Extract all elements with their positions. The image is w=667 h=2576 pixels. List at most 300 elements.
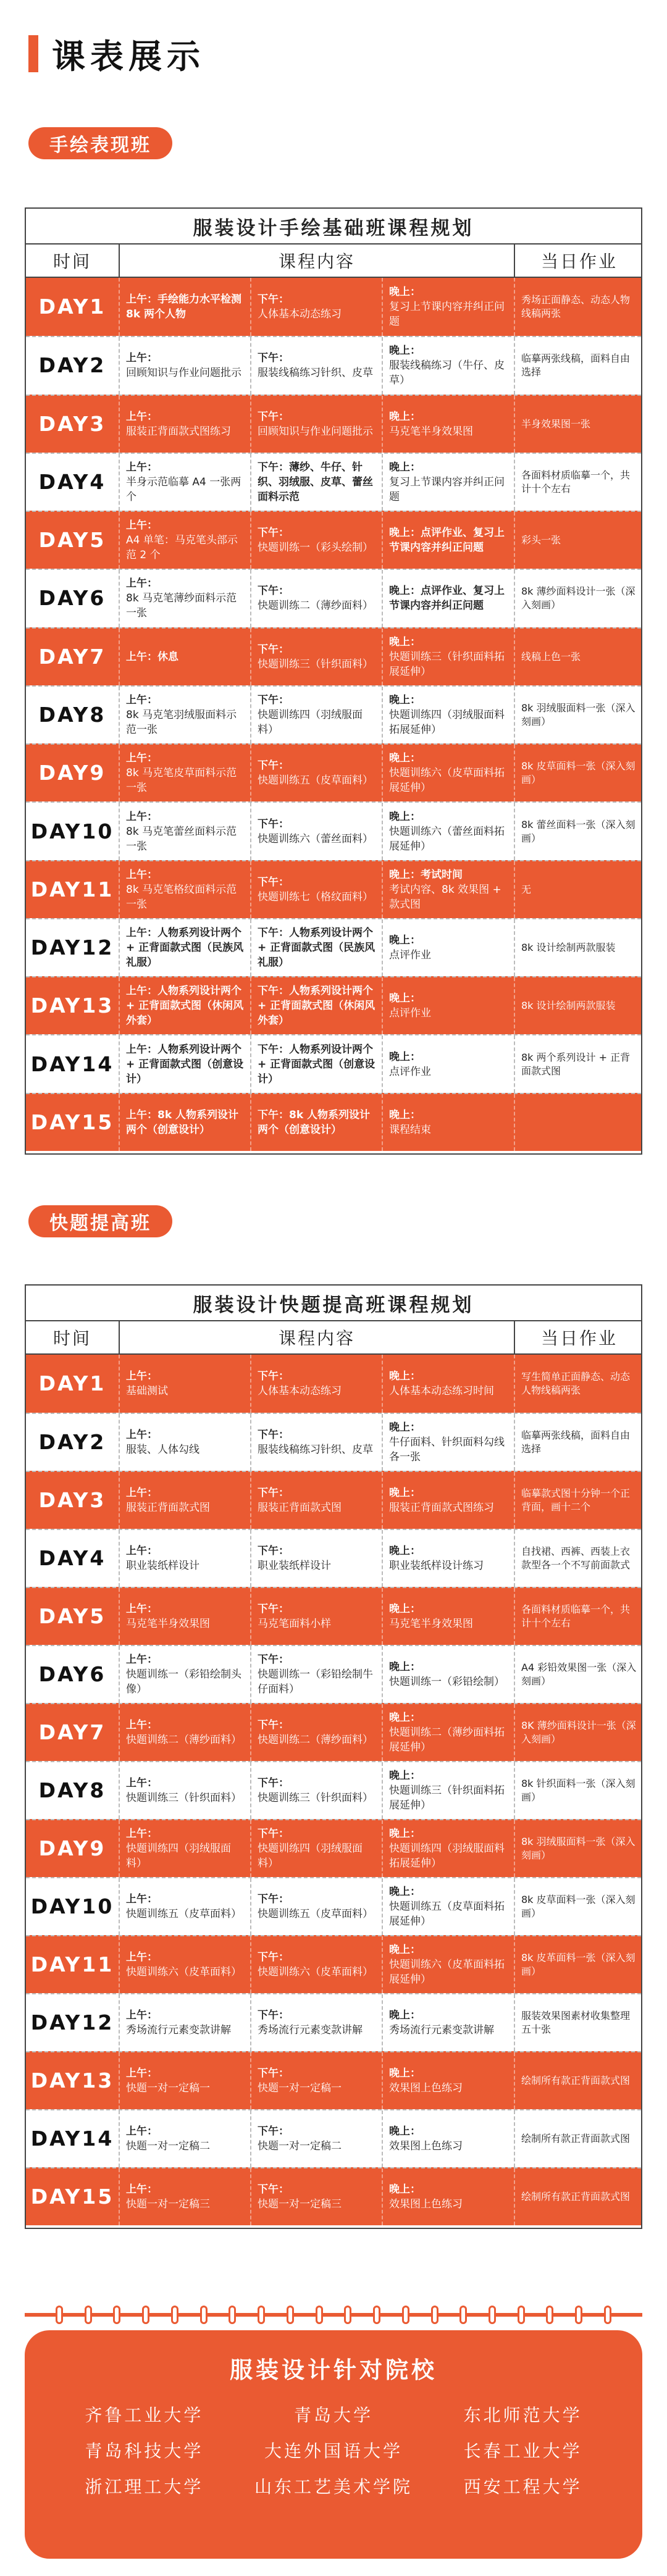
morning-cell bbox=[119, 2168, 250, 2225]
evening-cell bbox=[382, 1646, 514, 1703]
evening-cell bbox=[382, 570, 514, 627]
session-text: 快题训练六（皮草面料拓展延伸） bbox=[389, 767, 505, 795]
school-name: 东北师范大学 bbox=[463, 2405, 582, 2425]
banner-ring bbox=[287, 2306, 294, 2324]
evening-cell bbox=[382, 861, 514, 918]
session-label: 下午： bbox=[258, 759, 289, 772]
day-cell: DAY13 bbox=[30, 993, 114, 1018]
table-body bbox=[26, 278, 641, 1151]
session-label: 下午： bbox=[258, 1487, 289, 1499]
day-cell: DAY15 bbox=[30, 1110, 114, 1134]
session-text: 快题训练三（针织面料拓展延伸） bbox=[389, 1784, 505, 1812]
day-cell: DAY1 bbox=[38, 1371, 106, 1395]
table-row bbox=[26, 2167, 641, 2225]
session-text: 牛仔面料、针织面料勾线各一张 bbox=[389, 1436, 505, 1463]
session-text: 马克笔半身效果图 bbox=[126, 1618, 210, 1630]
table-row bbox=[26, 1034, 641, 1092]
session-label: 晚上： bbox=[389, 1661, 421, 1673]
session-label: 上午： bbox=[126, 868, 157, 881]
afternoon-cell bbox=[250, 278, 382, 336]
session-text: 服装正背面款式图 bbox=[126, 1502, 210, 1514]
table-row bbox=[26, 1587, 641, 1645]
table-row bbox=[26, 1093, 641, 1151]
session-label: 上午：手绘能力水平检测 8k 两个人物 bbox=[126, 293, 241, 321]
afternoon-cell bbox=[250, 2168, 382, 2225]
evening-cell bbox=[382, 919, 514, 976]
session-label: 下午： bbox=[258, 818, 289, 830]
session-label: 下午： bbox=[258, 585, 289, 598]
morning-cell bbox=[119, 1994, 250, 2051]
session-text: 快题训练五（皮草面料拓展延伸） bbox=[389, 1901, 505, 1928]
morning-cell bbox=[119, 1355, 250, 1413]
table-row bbox=[26, 2051, 641, 2109]
afternoon-cell bbox=[250, 745, 382, 801]
session-text: 8k 马克笔蕾丝面料示范一张 bbox=[126, 825, 237, 853]
session-text: 考试内容、8k 效果图 + 款式图 bbox=[389, 883, 501, 911]
session-text: 快题训练六（皮革面料） bbox=[126, 1966, 241, 1978]
day-cell: DAY15 bbox=[30, 2185, 114, 2209]
session-label: 下午： bbox=[258, 2125, 289, 2138]
homework-cell: 8k 蕾丝面料一张（深入刻画） bbox=[514, 803, 644, 859]
session-label: 下午： bbox=[258, 1828, 289, 1840]
session-label: 上午： bbox=[126, 1603, 157, 1615]
session-label: 上午： bbox=[126, 352, 157, 365]
session-text: 快题训练三（针织面料拓展延伸） bbox=[389, 650, 505, 678]
table-row bbox=[26, 1935, 641, 1993]
session-label: 下午： bbox=[258, 2183, 289, 2196]
table-row bbox=[26, 2109, 641, 2167]
homework-cell: 秀场正面静态、动态人物线稿两张 bbox=[514, 278, 644, 336]
banner-ring bbox=[518, 2306, 525, 2324]
session-label: 上午： bbox=[126, 2183, 157, 2196]
day-cell: DAY12 bbox=[30, 935, 114, 960]
table-row bbox=[26, 860, 641, 918]
session-label: 晚上： bbox=[389, 410, 421, 423]
session-label: 晚上： bbox=[389, 1050, 421, 1063]
col-content-header: 课程内容 bbox=[119, 245, 514, 277]
session-text: A4 单笔：马克笔头部示范 2 个 bbox=[126, 534, 238, 562]
session-text: 快题训练二（薄纱面料拓展延伸） bbox=[389, 1726, 505, 1754]
session-label: 上午： bbox=[126, 1487, 157, 1499]
school-name: 大连外国语大学 bbox=[264, 2441, 403, 2461]
afternoon-cell bbox=[250, 629, 382, 685]
table-row bbox=[26, 1703, 641, 1761]
evening-cell bbox=[382, 1936, 514, 1993]
evening-cell bbox=[382, 2110, 514, 2167]
session-label: 晚上： bbox=[389, 1108, 421, 1121]
session-label: 上午： bbox=[126, 1777, 157, 1789]
evening-cell bbox=[382, 745, 514, 801]
session-text: 快题训练五（皮草面料） bbox=[258, 774, 373, 787]
col-content-header: 课程内容 bbox=[119, 1321, 514, 1353]
session-label: 晚上： bbox=[389, 635, 421, 648]
banner-ring bbox=[489, 2306, 496, 2324]
session-label: 晚上： bbox=[389, 1545, 421, 1557]
schools-banner bbox=[25, 2302, 642, 2561]
session-text: 课程结束 bbox=[389, 1123, 431, 1136]
session-text: 服装正背面款式图练习 bbox=[126, 425, 231, 438]
session-text: 快题训练七（格纹面料） bbox=[258, 890, 373, 903]
table-header bbox=[26, 245, 641, 278]
session-label: 上午： bbox=[126, 2067, 157, 2080]
morning-cell bbox=[119, 1704, 250, 1761]
session-label: 上午： bbox=[126, 1654, 157, 1666]
session-text: 服装线稿练习针织、皮草 bbox=[258, 1444, 373, 1456]
session-label: 晚上：点评作业、复习上节课内容并纠正问题 bbox=[389, 585, 505, 613]
session-label: 晚上： bbox=[389, 2125, 421, 2138]
homework-cell: 8k 羽绒服面料一张（深入刻画） bbox=[514, 687, 644, 743]
session-label: 晚上： bbox=[389, 1886, 421, 1898]
table-row bbox=[26, 395, 641, 453]
banner-panel bbox=[25, 2330, 642, 2559]
afternoon-cell bbox=[250, 1762, 382, 1819]
homework-cell: 8k 皮革面料一张（深入刻画） bbox=[514, 1936, 644, 1993]
session-text: 快题训练五（皮草面料） bbox=[126, 1908, 241, 1920]
day-cell: DAY11 bbox=[30, 877, 114, 901]
table-row bbox=[26, 1761, 641, 1819]
table-body bbox=[26, 1355, 641, 2225]
table-row bbox=[26, 1877, 641, 1935]
morning-cell bbox=[119, 2052, 250, 2109]
session-label: 晚上： bbox=[389, 1944, 421, 1956]
session-text: 复习上节课内容并纠正问题 bbox=[389, 475, 505, 503]
session-text: 快题一对一定稿三 bbox=[258, 2198, 342, 2210]
afternoon-cell bbox=[250, 1588, 382, 1645]
session-label: 上午： bbox=[126, 519, 157, 532]
session-label: 下午： bbox=[258, 1951, 289, 1963]
evening-cell bbox=[382, 2052, 514, 2109]
afternoon-cell bbox=[250, 1936, 382, 1993]
session-label: 上午： bbox=[126, 810, 157, 823]
table-row bbox=[26, 743, 641, 801]
session-label: 晚上： bbox=[389, 752, 421, 765]
session-text: 服装线稿练习针织、皮草 bbox=[258, 367, 373, 380]
session-label: 下午： bbox=[258, 410, 289, 423]
afternoon-cell bbox=[250, 1530, 382, 1587]
morning-cell bbox=[119, 337, 250, 394]
afternoon-cell bbox=[250, 2052, 382, 2109]
banner-ring bbox=[142, 2306, 149, 2324]
session-text: 快题训练一（彩头绘制） bbox=[258, 542, 373, 554]
banner-ring bbox=[604, 2306, 611, 2324]
session-text: 效果图上色练习 bbox=[389, 2082, 463, 2094]
session-label: 上午： bbox=[126, 1719, 157, 1731]
day-cell: DAY8 bbox=[38, 1778, 106, 1802]
session-label: 上午： bbox=[126, 2125, 157, 2138]
col-day-header: 时间 bbox=[52, 1328, 91, 1349]
session-text: 职业装纸样设计 bbox=[126, 1560, 199, 1572]
homework-cell: 8k 薄纱面料设计一张（深入刻画） bbox=[514, 570, 644, 627]
morning-cell bbox=[119, 1878, 250, 1935]
afternoon-cell bbox=[250, 861, 382, 918]
session-text: 快题训练一（彩铅绘制头像） bbox=[126, 1668, 241, 1696]
banner-ring bbox=[575, 2306, 582, 2324]
table-row bbox=[26, 918, 641, 976]
session-text: 快题一对一定稿三 bbox=[126, 2198, 210, 2210]
session-text: 8k 马克笔格纹面料示范一张 bbox=[126, 883, 237, 911]
session-label: 下午： bbox=[258, 1429, 289, 1441]
session-text: 马克笔面料小样 bbox=[258, 1618, 331, 1630]
session-label: 晚上： bbox=[389, 1603, 421, 1615]
session-label: 晚上： bbox=[389, 286, 421, 299]
table-title: 服装设计快题提高班课程规划 bbox=[26, 1286, 641, 1321]
session-label: 晚上： bbox=[389, 992, 421, 1005]
homework-cell: 8k 羽绒服面料一张（深入刻画） bbox=[514, 1820, 644, 1877]
day-cell: DAY10 bbox=[30, 819, 114, 843]
session-text: 快题一对一定稿一 bbox=[258, 2082, 342, 2094]
evening-cell bbox=[382, 1762, 514, 1819]
day-cell: DAY8 bbox=[38, 702, 106, 727]
banner-ring bbox=[258, 2306, 265, 2324]
section-label-quick: 快题提高班 bbox=[28, 1205, 172, 1237]
morning-cell bbox=[119, 2110, 250, 2167]
session-label: 上午： bbox=[126, 1828, 157, 1840]
session-label: 上午：人物系列设计两个 + 正背面款式图（创意设计） bbox=[126, 1043, 244, 1085]
school-name: 青岛科技大学 bbox=[85, 2441, 204, 2461]
school-name: 齐鲁工业大学 bbox=[85, 2405, 204, 2425]
day-cell: DAY2 bbox=[38, 353, 106, 378]
morning-cell bbox=[119, 977, 250, 1034]
day-cell: DAY13 bbox=[30, 2068, 114, 2093]
day-cell: DAY10 bbox=[30, 1894, 114, 1918]
col-homework-header: 当日作业 bbox=[514, 1321, 644, 1353]
session-label: 下午： bbox=[258, 643, 289, 656]
afternoon-cell bbox=[250, 396, 382, 453]
session-text: 8k 马克笔薄纱面料示范一张 bbox=[126, 592, 237, 620]
table-row bbox=[26, 685, 641, 743]
schools-grid bbox=[49, 2404, 618, 2498]
session-text: 快题训练二（薄纱面料） bbox=[126, 1734, 241, 1746]
session-text: 快题训练六（蕾丝面料） bbox=[258, 832, 373, 845]
session-text: 8k 马克笔羽绒服面料示范一张 bbox=[126, 708, 237, 736]
session-text: 回顾知识与作业问题批示 bbox=[126, 367, 241, 380]
session-text: 快题训练一（彩铅绘制牛仔面料） bbox=[258, 1668, 373, 1696]
session-text: 复习上节课内容并纠正问题 bbox=[389, 301, 505, 328]
table-row bbox=[26, 1819, 641, 1877]
afternoon-cell bbox=[250, 454, 382, 511]
session-label: 晚上：考试时间 bbox=[389, 868, 463, 881]
schedule-table-handdrawn bbox=[25, 207, 642, 1155]
homework-cell: 8k 两个系列设计 + 正背面款式图 bbox=[514, 1035, 644, 1092]
session-label: 上午：人物系列设计两个 + 正背面款式图（民族风礼服） bbox=[126, 927, 244, 969]
session-label: 下午： bbox=[258, 876, 289, 889]
table-row bbox=[26, 1993, 641, 2051]
session-label: 晚上： bbox=[389, 345, 421, 358]
session-text: 人体基本动态练习时间 bbox=[389, 1385, 494, 1397]
session-label: 上午：休息 bbox=[126, 650, 178, 663]
session-text: 快题训练六（蕾丝面料拓展延伸） bbox=[389, 825, 505, 853]
table-row bbox=[26, 336, 641, 394]
homework-cell: A4 彩铅效果图一张（深入刻画） bbox=[514, 1646, 644, 1703]
day-cell: DAY5 bbox=[38, 1604, 106, 1628]
evening-cell bbox=[382, 977, 514, 1034]
session-label: 下午：人物系列设计两个 + 正背面款式图（休闲风外套） bbox=[258, 985, 375, 1027]
session-label: 上午： bbox=[126, 1545, 157, 1557]
morning-cell bbox=[119, 454, 250, 511]
afternoon-cell bbox=[250, 2110, 382, 2167]
homework-cell: 绘制所有款正背面款式图 bbox=[514, 2052, 644, 2109]
evening-cell bbox=[382, 1704, 514, 1761]
page-header bbox=[28, 32, 205, 75]
day-cell: DAY6 bbox=[38, 586, 106, 611]
session-label: 晚上： bbox=[389, 1712, 421, 1724]
banner-ring bbox=[546, 2306, 553, 2324]
evening-cell bbox=[382, 396, 514, 453]
table-row bbox=[26, 1471, 641, 1529]
session-text: 秀场流行元素变款讲解 bbox=[258, 2024, 363, 2036]
section-label-handdrawn: 手绘表现班 bbox=[28, 127, 172, 159]
session-label: 下午： bbox=[258, 2067, 289, 2080]
morning-cell bbox=[119, 1472, 250, 1529]
afternoon-cell bbox=[250, 1646, 382, 1703]
session-label: 上午： bbox=[126, 693, 157, 706]
session-text: 快题训练二（薄纱面料） bbox=[258, 600, 373, 613]
session-text: 点评作业 bbox=[389, 1065, 431, 1078]
session-label: 下午： bbox=[258, 693, 289, 706]
homework-cell: 8k 皮草面料一张（深入刻画） bbox=[514, 1878, 644, 1935]
morning-cell bbox=[119, 1035, 250, 1092]
session-label: 晚上： bbox=[389, 934, 421, 947]
session-text: 点评作业 bbox=[389, 1007, 431, 1020]
session-text: 快题训练四（羽绒服面料拓展延伸） bbox=[389, 708, 505, 736]
session-label: 下午： bbox=[258, 2009, 289, 2022]
session-label: 晚上： bbox=[389, 1421, 421, 1434]
session-text: 快题训练三（针织面料） bbox=[126, 1792, 241, 1804]
page-title: 课表展示 bbox=[52, 36, 205, 76]
evening-cell bbox=[382, 1878, 514, 1935]
evening-cell bbox=[382, 1530, 514, 1587]
school-name: 山东工艺美术学院 bbox=[254, 2477, 413, 2497]
session-label: 下午： bbox=[258, 1719, 289, 1731]
day-cell: DAY5 bbox=[38, 528, 106, 553]
session-label: 下午：薄纱、牛仔、针织、羽绒服、皮草、蕾丝面料示范 bbox=[258, 461, 373, 503]
session-label: 上午： bbox=[126, 752, 157, 765]
session-text: 秀场流行元素变款讲解 bbox=[389, 2024, 494, 2036]
homework-cell: 临摹两张线稿，面料自由选择 bbox=[514, 337, 644, 394]
schools-title: 服装设计针对院校 bbox=[230, 2357, 437, 2383]
afternoon-cell bbox=[250, 919, 382, 976]
session-label: 下午：人物系列设计两个 + 正背面款式图（民族风礼服） bbox=[258, 927, 375, 969]
session-text: 快题训练五（皮草面料） bbox=[258, 1908, 373, 1920]
session-label: 上午：人物系列设计两个 + 正背面款式图（休闲风外套） bbox=[126, 985, 244, 1027]
day-cell: DAY3 bbox=[38, 411, 106, 436]
banner-rings bbox=[56, 2306, 611, 2324]
session-label: 上午： bbox=[126, 461, 157, 474]
table-row bbox=[26, 1355, 641, 1413]
day-cell: DAY7 bbox=[38, 1720, 106, 1744]
table-row bbox=[26, 976, 641, 1034]
session-label: 上午： bbox=[126, 2009, 157, 2022]
session-text: 服装线稿练习（牛仔、皮草） bbox=[389, 359, 505, 387]
morning-cell bbox=[119, 512, 250, 569]
session-text: 快题训练六（皮革面料拓展延伸） bbox=[389, 1959, 505, 1986]
afternoon-cell bbox=[250, 1820, 382, 1877]
day-cell: DAY2 bbox=[38, 1430, 106, 1454]
session-text: 快题训练六（皮革面料） bbox=[258, 1966, 373, 1978]
homework-cell: 临摹两张线稿，面料自由选择 bbox=[514, 1414, 644, 1471]
evening-cell bbox=[382, 1472, 514, 1529]
session-label: 下午： bbox=[258, 1893, 289, 1905]
session-text: 快题训练一（彩铅绘制） bbox=[389, 1676, 505, 1688]
homework-cell: 无 bbox=[514, 861, 644, 918]
header-accent-bar bbox=[28, 35, 38, 72]
session-label: 晚上： bbox=[389, 1770, 421, 1782]
morning-cell bbox=[119, 1936, 250, 1993]
session-label: 下午： bbox=[258, 293, 289, 306]
afternoon-cell bbox=[250, 803, 382, 859]
afternoon-cell bbox=[250, 1035, 382, 1092]
col-day-header: 时间 bbox=[52, 251, 91, 272]
evening-cell bbox=[382, 454, 514, 511]
session-text: 快题一对一定稿二 bbox=[258, 2140, 342, 2152]
session-text: 职业装纸样设计练习 bbox=[389, 1560, 484, 1572]
session-text: 快题训练三（针织面料） bbox=[258, 658, 373, 671]
banner-ring bbox=[402, 2306, 409, 2324]
session-label: 晚上： bbox=[389, 461, 421, 474]
evening-cell bbox=[382, 512, 514, 569]
evening-cell bbox=[382, 1035, 514, 1092]
session-label: 晚上： bbox=[389, 2067, 421, 2080]
banner-ring bbox=[113, 2306, 120, 2324]
session-text: 快题训练二（薄纱面料） bbox=[258, 1734, 373, 1746]
session-label: 下午： bbox=[258, 1370, 289, 1382]
homework-cell: 8k 皮草面料一张（深入刻画） bbox=[514, 745, 644, 801]
afternoon-cell bbox=[250, 1878, 382, 1935]
afternoon-cell bbox=[250, 1994, 382, 2051]
day-cell: DAY6 bbox=[38, 1662, 106, 1686]
session-text: 服装、人体勾线 bbox=[126, 1444, 199, 1456]
session-text: 效果图上色练习 bbox=[389, 2140, 463, 2152]
session-text: 人体基本动态练习 bbox=[258, 308, 342, 321]
banner-ring bbox=[200, 2306, 208, 2324]
banner-ring bbox=[171, 2306, 178, 2324]
homework-cell: 各面料材质临摹一个，共计十个左右 bbox=[514, 1588, 644, 1645]
session-text: 基础测试 bbox=[126, 1385, 168, 1397]
evening-cell bbox=[382, 1588, 514, 1645]
day-cell: DAY14 bbox=[30, 2126, 114, 2151]
session-text: 马克笔半身效果图 bbox=[389, 425, 473, 438]
session-text: 秀场流行元素变款讲解 bbox=[126, 2024, 231, 2036]
day-cell: DAY11 bbox=[30, 1952, 114, 1976]
homework-cell: 临摹款式图十分钟一个正背面，画十二个 bbox=[514, 1472, 644, 1529]
afternoon-cell bbox=[250, 1472, 382, 1529]
schedule-table-quick bbox=[25, 1284, 642, 2229]
banner-ring bbox=[373, 2306, 380, 2324]
session-label: 晚上： bbox=[389, 1828, 421, 1840]
homework-cell: 8K 薄纱面料设计一张（深入刻画） bbox=[514, 1704, 644, 1761]
banner-ring bbox=[344, 2306, 351, 2324]
afternoon-cell bbox=[250, 570, 382, 627]
banner-ring bbox=[85, 2306, 92, 2324]
morning-cell bbox=[119, 1530, 250, 1587]
session-label: 晚上： bbox=[389, 1487, 421, 1499]
session-label: 晚上： bbox=[389, 2009, 421, 2022]
day-cell: DAY3 bbox=[38, 1488, 106, 1512]
morning-cell bbox=[119, 1588, 250, 1645]
session-text: 回顾知识与作业问题批示 bbox=[258, 425, 373, 438]
session-text: 快题训练四（羽绒服面料） bbox=[258, 708, 363, 736]
session-text: 职业装纸样设计 bbox=[258, 1560, 331, 1572]
afternoon-cell bbox=[250, 687, 382, 743]
table-title: 服装设计手绘基础班课程规划 bbox=[26, 209, 641, 245]
evening-cell bbox=[382, 278, 514, 336]
session-text: 快题训练三（针织面料） bbox=[258, 1792, 373, 1804]
session-text: 半身示范临摹 A4 一张两个 bbox=[126, 475, 241, 503]
morning-cell bbox=[119, 1762, 250, 1819]
session-text: 快题一对一定稿二 bbox=[126, 2140, 210, 2152]
session-label: 上午： bbox=[126, 577, 157, 590]
table-row bbox=[26, 801, 641, 859]
